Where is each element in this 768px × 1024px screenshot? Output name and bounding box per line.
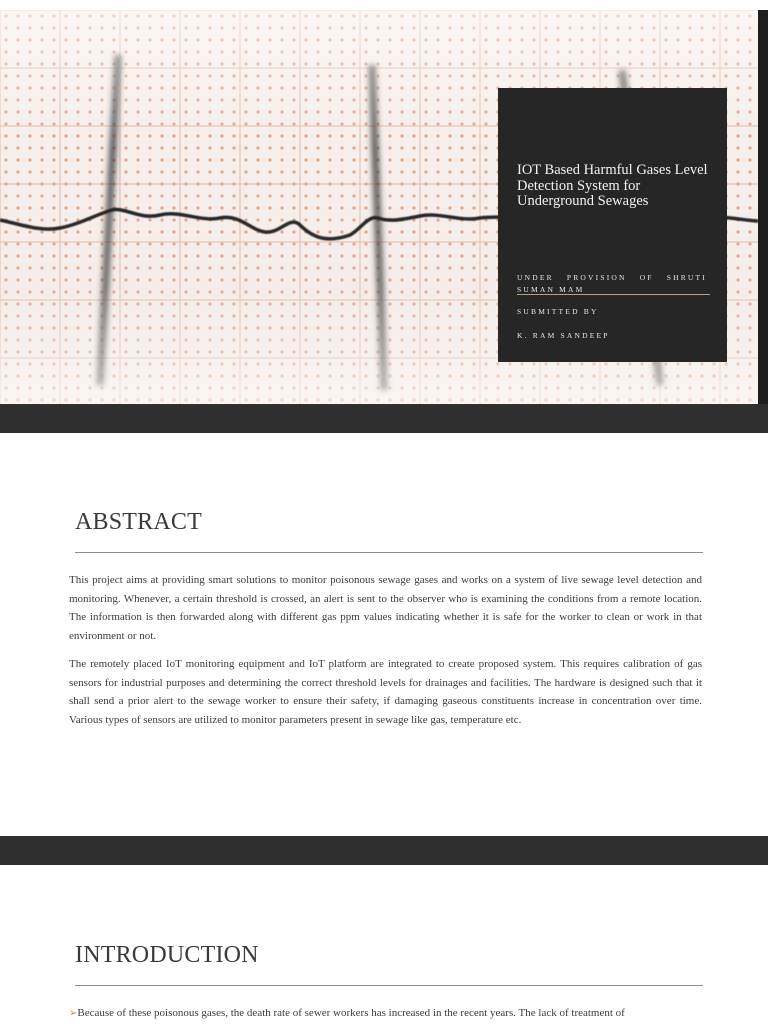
abstract-heading: ABSTRACT xyxy=(75,509,202,535)
abstract-rule xyxy=(75,552,703,553)
author-name: K. RAM SANDEEP xyxy=(517,331,610,340)
provision-text: UNDER PROVISION OF SHRUTI SUMAN MAM xyxy=(517,273,707,294)
introduction-rule xyxy=(75,985,703,986)
introduction-heading: INTRODUCTION xyxy=(75,942,259,968)
presentation-title: IOT Based Harmful Gases Level Detection System for Underground Sewages xyxy=(517,162,708,209)
title-box xyxy=(498,88,727,362)
slide-edge-strip xyxy=(758,10,768,404)
introduction-bullet-text: Because of these poisonous gases, the death rate of sewer workers has increased in the recent years. The lack of treatment of xyxy=(77,1007,625,1019)
introduction-bullet xyxy=(69,1004,709,1023)
arrow-bullet-icon: ➢ xyxy=(69,1008,78,1019)
submitted-by-label: SUBMITTED BY xyxy=(517,307,599,316)
abstract-paragraph-2: The remotely placed IoT monitoring equipment and IoT platform are integrated to create proposed system. This requires calibration of gas sensors for industrial purposes and determining the correct threshold levels for drainages and facilities. The hardware is designed such that it shall send a prior alert to the sewage worker to ensure their safety, if damaging gaseous constituents increase in concentration over time. Various types of sensors are utilized to monitor parameters present in sewage like gas, temperature etc. xyxy=(69,658,702,727)
provision-divider xyxy=(517,294,710,295)
slide-separator-band xyxy=(0,836,768,865)
slide-separator-band xyxy=(0,404,768,433)
abstract-paragraph-1: This project aims at providing smart solutions to monitor poisonous sewage gases and works on a system of live sewage level detection and monitoring. Whenever, a certain threshold is crossed, an alert is sent to the observer who is examining the conditions from a remote location. The information is then forwarded along with different gas ppm values indicating whether it is safe for the worker to clean or work in that environment or not. xyxy=(69,574,702,643)
title-slide-image xyxy=(0,10,758,404)
